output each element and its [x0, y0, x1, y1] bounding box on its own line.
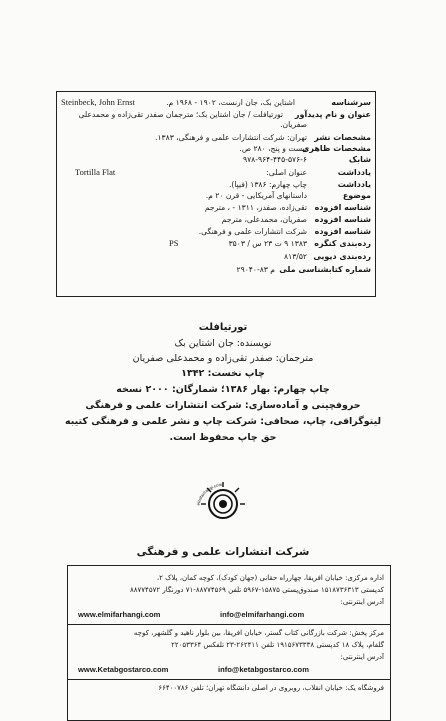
publisher-logo — [191, 472, 255, 526]
cip-label: رده‌بندی دیویی — [313, 252, 371, 261]
distribution-web-label: آدرس اینترنتی: — [340, 653, 384, 661]
fourth-print-line: چاپ چهارم: بهار ۱۳۸۶؛ شمارگان: ۲۰۰۰ نسخه — [116, 384, 330, 395]
cip-latin: Tortilla Flat — [75, 167, 116, 177]
cip-value: ۱۳۸۳ ۹ ت ۲۳ س / ۳۵۰۳ — [228, 239, 307, 248]
store-address-line: فروشگاه یک: خیابان انقلاب، روبروی در اصلی دانشگاه تهران؛ تلفن ۶۶۴۰۰۷۸۶ — [158, 684, 384, 692]
cip-value: م ۸۳-۲۹۰۴۰ — [236, 265, 275, 274]
publisher-logo-icon — [191, 472, 255, 526]
rights-line: حق چاپ محفوظ است. — [169, 432, 277, 443]
cip-label: سرشناسه — [331, 98, 371, 107]
distribution-address-line: مرکز پخش: شرکت بازرگانی کتاب گستر، خیابان افریقا، بین بلوار ناهید و گلشهر، کوچه — [133, 629, 384, 637]
cip-value: تهران: شرکت انتشارات علمی و فرهنگی، ۱۳۸۳. — [155, 133, 307, 142]
cip-label: مشخصات ظاهری — [302, 144, 371, 153]
cip-latin: Steinbeck, John Ernst — [61, 97, 135, 107]
cip-latin: PS — [169, 238, 179, 248]
cip-label: شماره کتابشناسی ملی — [279, 265, 371, 274]
logo-url: elmifarhangi.com — [195, 481, 223, 506]
cip-value: شرکت انتشارات علمی و فرهنگی. — [198, 227, 307, 236]
cip-label: یادداشت — [337, 180, 371, 189]
office-address-line: اداره مرکزی: خیابان افریقا، چهارراه حقانی (جهان کودک)، کوچه کمان، پلاک ۲، — [156, 574, 384, 582]
office-web-label: آدرس اینترنتی: — [340, 598, 384, 606]
cip-label: شناسه افزوده — [314, 203, 371, 212]
cip-value: صفریان. — [280, 120, 307, 129]
cip-value: صفریان، محمدعلی، مترجم — [221, 215, 307, 224]
address-divider — [68, 679, 390, 680]
cip-label: مشخصات نشر — [314, 133, 371, 142]
office-website-link[interactable]: www.elmifarhangi.com — [78, 610, 161, 619]
cip-label: شناسه افزوده — [314, 227, 371, 236]
cip-value: ۸۱۳/۵۲ — [284, 252, 307, 261]
address-divider — [68, 624, 390, 625]
printing-line: لیتوگرافی، چاپ، صحافی: شرکت چاپ و نشر علمی و فرهنگی کتیبه — [64, 416, 382, 427]
cip-box — [56, 91, 376, 297]
typesetting-line: حروفچینی و آماده‌سازی: شرکت انتشارات علمی و فرهنگی — [85, 400, 361, 411]
cip-value: اشتاین بک، جان ارنست، ۱۹۰۲ - ۱۹۶۸ م. — [166, 98, 295, 107]
address-box — [67, 565, 391, 721]
cip-label: یادداشت — [337, 168, 371, 177]
publisher-name: شرکت انتشارات علمی و فرهنگی — [136, 546, 310, 558]
cip-value: تورتیافلت / جان اشتاین بک؛ مترجمان صفدر تقی‌زاده و محمدعلی — [78, 110, 283, 119]
distribution-address-line: گلفام، پلاک ۱۸ کدپستی ۱۹۱۵۶۷۳۳۳۸ تلفن ۲۶۲۴۱۱-۲۳ تلفکس ۲۲۰۵۳۳۶۴ — [171, 641, 384, 649]
distribution-email-link[interactable]: info@ketabgostarco.com — [218, 665, 309, 674]
cip-value: ۹۷۸-۹۶۴-۴۴۵-۵۷۶-۶ — [243, 155, 307, 164]
cip-value: تقی‌زاده، صفدر، ۱۳۱۱ - ، مترجم — [204, 203, 307, 212]
translators-line: مترجمان: صفدر تقی‌زاده و محمدعلی صفریان — [132, 353, 314, 364]
cip-label: عنوان و نام پدیدآور — [294, 110, 371, 119]
author-line: نویسنده: جان اشتاین بک — [174, 338, 272, 349]
cip-label: شناسه افزوده — [314, 215, 371, 224]
cip-value: چاپ چهارم: ۱۳۸۶ (فیپا). — [228, 180, 307, 189]
distribution-website-link[interactable]: www.Ketabgostarco.com — [78, 665, 169, 674]
cip-value: عنوان اصلی: — [266, 168, 307, 177]
cip-value: بیست و پنج، ۲۸۰ ص. — [239, 144, 307, 153]
book-title: تورتیافلت — [198, 322, 248, 333]
office-address-line: کدپستی ۱۵۱۸۷۳۶۳۱۳ صندوق‌پستی ۱۵۸۷۵-۵۹۶۷ تلفن ۸۸۷۷۴۵۶۹-۷۱ دورنگار ۸۸۷۷۴۵۷۲ — [130, 586, 384, 594]
first-print-line: چاپ نخست: ۱۳۴۲ — [181, 368, 265, 379]
office-email-link[interactable]: info@elmifarhangi.com — [220, 610, 305, 619]
cip-label: موضوع — [342, 191, 371, 200]
cip-label: رده‌بندی کنگره — [314, 239, 371, 248]
cip-value: داستانهای آمریکایی - قرن ۲۰ م. — [205, 191, 307, 200]
cip-label: شابک — [348, 155, 371, 164]
